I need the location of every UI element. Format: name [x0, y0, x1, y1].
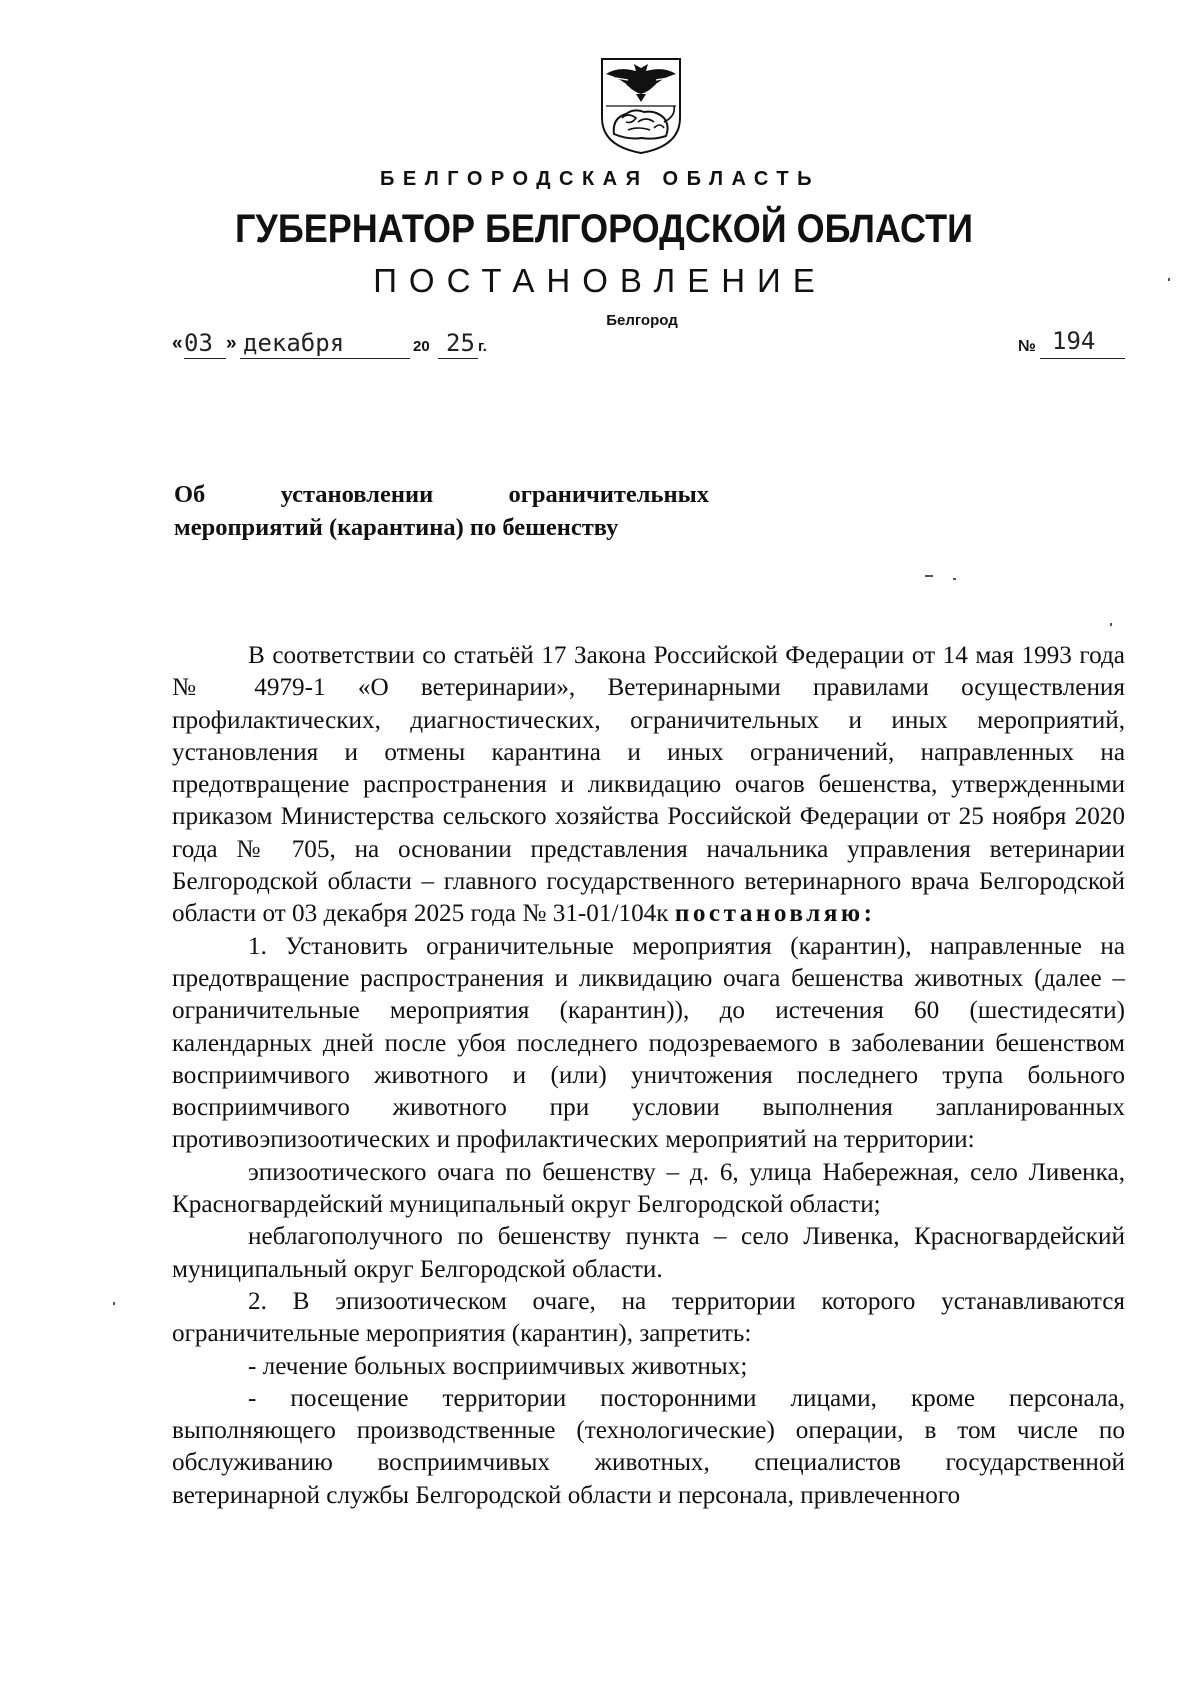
item-1-point-paragraph: неблагополучного по бешенству пункта – село Ливенка, Красногвардейский муниципальный округ Белгородской области.	[172, 1223, 1125, 1283]
close-quote: »	[226, 333, 237, 354]
day-underline	[184, 358, 226, 359]
date-century: 20	[413, 338, 430, 355]
document-title	[174, 478, 709, 544]
scan-speck	[1168, 278, 1170, 281]
coat-of-arms-emblem	[598, 56, 684, 156]
item-2-a-paragraph: - лечение больных восприимчивых животных;	[248, 1352, 748, 1380]
date-year: 25	[446, 329, 475, 357]
document-body	[172, 640, 1125, 1512]
scan-speck	[113, 1302, 115, 1305]
resolve-word: постановляю:	[674, 900, 876, 928]
issuer-title: ГУБЕРНАТОР БЕЛГОРОДСКОЙ ОБЛАСТИ	[235, 207, 973, 251]
title-word: ограничительных	[508, 481, 709, 508]
year-suffix: г.	[478, 338, 487, 355]
date-month: декабря	[243, 329, 345, 357]
document-number: 194	[1052, 327, 1096, 355]
title-line-2: мероприятий (карантина) по бешенству	[174, 514, 619, 541]
month-underline	[240, 358, 410, 359]
open-quote: «	[172, 333, 183, 354]
title-line-1	[174, 478, 709, 511]
scan-speck	[1110, 623, 1112, 626]
document-type: ПОСТАНОВЛЕНИЕ	[373, 262, 827, 299]
date-day: 03	[184, 329, 213, 357]
year-underline	[438, 358, 478, 359]
title-word: Об	[174, 481, 206, 508]
preamble-paragraph	[172, 640, 1125, 931]
preamble-text: В соответствии со статьёй 17 Закона Российской Федерации от 14 мая 1993 года № 4979-1 «О ветеринарии», Ветеринарными правилами осуществления профилактических, диагностических, ограничительных и иных мероприятий, установления и отмены карантина и иных ограничений, направленных на предотвращение распространения и ликвидацию очагов бешенства, утвержденными приказом Министерства сельского хозяйства Российской Федерации от 25 ноября 2020 года № 705, на основании представления начальника управления ветеринарии Белгородской области – главного государственного ветеринарного врача Белгородской области от 03 декабря 2025 года № 31-01/104к	[172, 642, 1125, 928]
scan-speck	[953, 578, 956, 580]
number-underline	[1040, 358, 1125, 359]
region-name: БЕЛГОРОДСКАЯ ОБЛАСТЬ	[380, 168, 820, 190]
item-1-focus-paragraph: эпизоотического очага по бешенству – д. 6, улица Набережная, село Ливенка, Красногвардейский муниципальный округ Белгородской области;	[172, 1158, 1125, 1219]
item-1-paragraph: 1. Установить ограничительные мероприятия (карантин), направленные на предотвращение распространения и ликвидацию очага бешенства животных (далее – ограничительные мероприятия (карантин)), до истечения 60 (шестидесяти) календарных дней после убоя последнего подозреваемого в заболевании бешенством восприимчивого животного и (или) уничтожения последнего трупа больного восприимчивого животного при условии выполнения запланированных противоэпизоотических и профилактических мероприятий на территории:	[172, 932, 1125, 1154]
city-name: Белгород	[606, 312, 678, 329]
number-sign: №	[1018, 338, 1036, 355]
item-2-paragraph: 2. В эпизоотическом очаге, на территории которого устанавливаются ограничительные мероприятия (карантин), запретить:	[172, 1287, 1125, 1348]
title-word: установлении	[280, 481, 434, 508]
item-2-b-paragraph: - посещение территории посторонними лицами, кроме персонала, выполняющего производственные (технологические) операции, в том числе по обслуживанию восприимчивых животных, специалистов государственной ветеринарной службы Белгородской области и персонала, привлеченного	[172, 1384, 1125, 1509]
scan-speck	[925, 575, 933, 577]
